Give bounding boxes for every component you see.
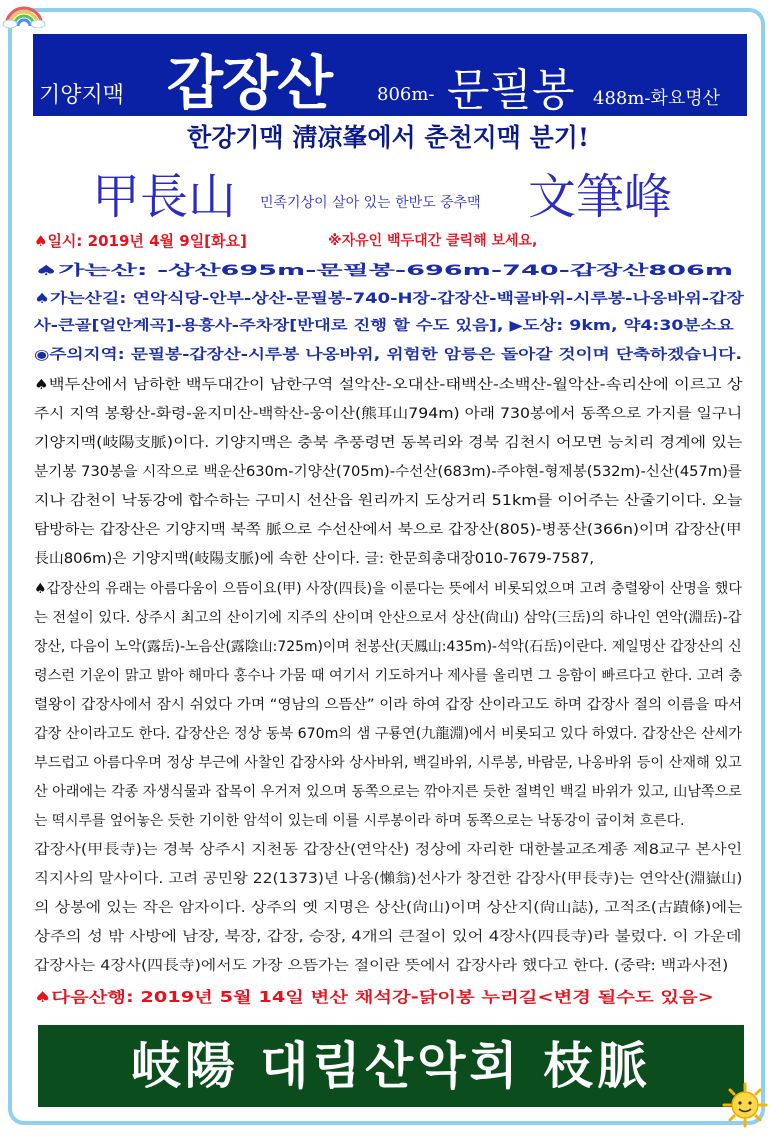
text-line: 長山806m)은 기양지맥(岐陽支脈)에 속한 산이다. 글: 한문희총대장010-7679-7587, — [34, 551, 595, 567]
schedule-date: ♠일시: 2019년 4월 9일[화요] — [34, 232, 247, 250]
sun-icon — [722, 1082, 768, 1128]
text-line: 는 떡시루를 엎어놓은 듯한 기이한 암석이 있는데 이를 시루봉이라 하며 동쪽으로는 낙동강이 굽이쳐 흐른다. — [34, 813, 685, 829]
text-line: 갑장사(甲長寺)는 경북 상주시 지천동 갑장산(연악산) 정상에 자리한 대한불교조계종 제8교구 본사인 — [34, 842, 743, 858]
text-line: 부드럽고 아름다우며 정상 부근에 사찰인 갑장사와 상사바위, 백길바위, 시루봉, 바람문, 나옹바위 등이 산재해 있고 — [34, 755, 742, 771]
text-line: ♠갑장산의 유래는 아름다움이 으뜸이요(甲) 사장(四長)을 이룬다는 뜻에서 비롯되었으며 고려 충렬왕이 산명을 했다 — [34, 581, 742, 597]
text-line: 갑장 산이라고도 한다. 갑장산은 정상 동북 670m의 샘 구룡연(九龍淵)에서 비롯되고 있다 하였다. 갑장산은 산세가 — [34, 726, 742, 742]
notice-link[interactable]: ※자유인 백두대간 클릭해 보세요, — [328, 233, 538, 249]
rainbow-icon — [2, 2, 46, 28]
route-path-1: ♠가는산길: 연악식당-안부-상산-문필봉-740-H장-갑장산-백골바위-시루봉-나옹바위-갑장 — [34, 291, 744, 307]
text-line: 상주의 성 밖 사방에 남장, 북장, 갑장, 승장, 4개의 큰절이 있어 4장사(四長寺)라 불렀다. 이 가운데 — [34, 929, 742, 945]
text-line: 분기봉 730봉을 시작으로 백운산630m-기양산(705m)-수선산(683m)-주야현-형제봉(532m)-신산(457m)를 — [34, 464, 742, 480]
route-path-2: 사-큰골[얼안계곡]-용흥사-주차장[반대로 진행 할 수도 있음], ▶도상: 9km, 약4:30분소요 — [34, 318, 734, 334]
text-line: 는 전설이 있다. 상주시 최고의 산이기에 지주의 산이며 안산으로서 상산(尙山) 삼악(三岳)의 하나인 연악(淵岳)-갑 — [34, 610, 742, 626]
club-footer-banner: 岐陽 대림산악회 枝脈 — [38, 1025, 744, 1107]
title-banner — [33, 34, 747, 116]
page-subtitle: 한강기맥 淸凉峯에서 춘천지맥 분기! — [187, 123, 589, 152]
text-line: 탐방하는 갑장산은 기양지맥 북쪽 脈으로 수선산에서 북으로 갑장산(805)-병풍산(366n)이며 갑장산(甲 — [34, 522, 742, 538]
text-line: 령스런 기운이 맑고 밝아 해마다 홍수나 가뭄 때 여기서 기도하거나 제사를 올리면 그 응함이 빠르다고 한다. 고려 충 — [34, 668, 743, 684]
caution-note: ◉주의지역: 문필봉-갑장산-시루봉 나옹바위, 위험한 암릉은 돌아갈 것이며 단축하겠습니다. — [34, 347, 743, 363]
banner-altitude-1: 806m- — [377, 84, 435, 105]
hanja-gapjangsan: 甲長山 — [92, 169, 237, 225]
text-line: 지나 감천이 낙동강에 합수하는 구미시 선산읍 원리까지 도상거리 51km를 이어주는 산줄기이다. 오늘 — [34, 493, 743, 509]
text-line: 직지사의 말사이다. 고려 공민왕 22(1373)년 나옹(懶翁)선사가 창건한 갑장사(甲長寺)는 연악산(淵嶽山) — [34, 871, 743, 887]
banner-prefix: 기양지맥 — [39, 83, 125, 108]
hanja-caption: 민족기상이 살아 있는 한반도 중추맥 — [260, 195, 481, 211]
text-line: 렬왕이 갑장사에서 잠시 쉬었다 가며 “영남의 으뜸산” 이라 하여 갑장 산이라고도 하며 갑장사 절의 이름을 따서 — [34, 697, 743, 713]
text-line: 기양지맥(岐陽支脈)이다. 기양지맥은 충북 추풍령면 동복리와 경북 김천시 어모면 능치리 경계에 있는 — [34, 435, 743, 451]
route-summary: ♠가는산: -상산695m-문필봉-696m-740-갑장산806m — [34, 263, 734, 279]
text-line: 산 아래에는 각종 자생식물과 잡목이 우거져 있으며 동쪽으로는 깎아지른 듯한 절벽인 백길 바위가 있고, 山남쪽으로 — [34, 784, 742, 800]
text-line: 갑장사는 4장사(四長寺)에서도 가장 으뜸가는 절이란 뜻에서 갑장사라 했다고 한다. (중략: 백과사전) — [34, 958, 729, 974]
text-line: 주시 지역 봉황산-화령-윤지미산-백학산-웅이산(熊耳山794m) 아래 730봉에서 동쪽으로 가지를 일구니 — [34, 406, 743, 422]
hanja-heading — [60, 158, 750, 225]
text-line: ♠백두산에서 남하한 백두대간이 남한구역 설악산-오대산-태백산-소백산-월악산-속리산에 이르고 상 — [34, 377, 743, 393]
banner-title-munpilbong: 문필봉 — [447, 65, 575, 116]
next-hike: ♠다음산행: 2019년 5월 14일 변산 채석강-닭이봉 누리길<변경 될수도 있음> — [34, 988, 714, 1006]
text-line: 의 상봉에 있는 작은 암자이다. 상주의 옛 지명은 상산(尙山)이며 상산지(尙山誌), 고적조(古蹟條)에는 — [34, 900, 743, 916]
banner-altitude-2: 488m-화요명산 — [593, 88, 721, 109]
text-line: 장산, 다음이 노악(露岳)-노음산(露陰山:725m)이며 천봉산(天鳳山:435m)-석악(石岳)이란다. 제일명산 갑장산의 신 — [34, 639, 742, 655]
hanja-munpilbong: 文筆峰 — [528, 169, 673, 225]
banner-title-gapjangsan: 갑장산 — [167, 49, 333, 117]
